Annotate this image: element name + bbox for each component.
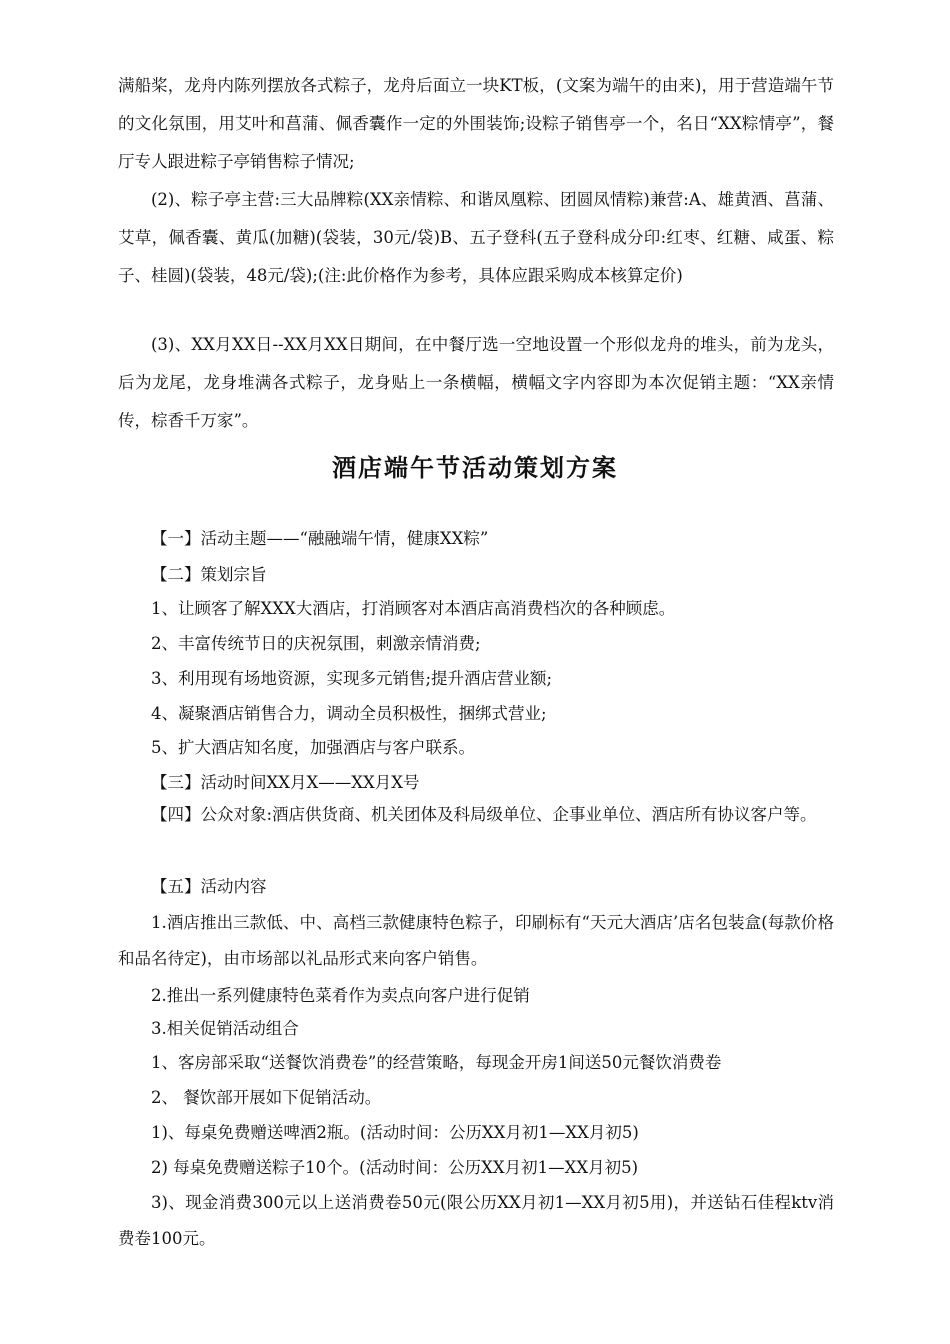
section-theme: 【一】活动主题——“融融端午情，健康XX粽” (151, 529, 489, 548)
content-item-1: 1.酒店推出三款低、中、高档三款健康特色粽子，印刷标有“天元大酒店’店名包装盒(每款价格和品名待定)，由市场部以礼品形式来向客户销售。 (118, 913, 834, 968)
content-item-2: 2.推出一系列健康特色菜肴作为卖点向客户进行促销 (151, 986, 530, 1005)
aim-item: 1、让顾客了解XXX大酒店，打消顾客对本酒店高消费档次的各种顾虑。 (151, 599, 676, 618)
intro-paragraph-2: (2)、粽子亭主营:三大品牌粽(XX亲情粽、和谐凤凰粽、团圆凤情粽)兼营:A、雄黄酒、菖蒲、艾草，佩香囊、黄瓜(加糖)(袋装，30元/袋)B、五子登科(五子登科成分印:红枣、红糖、咸蛋、粽子、桂圆)(袋装，48元/袋);(注:此价格作为参考，具体应跟采购成本核算定价) (118, 190, 834, 285)
promo-dining: 2、 餐饮部开展如下促销活动。 (151, 1088, 382, 1107)
aim-item: 5、扩大酒店知名度，加强酒店与客户联系。 (151, 738, 475, 757)
promo-zongzi: 2) 每桌免费赠送粽子10个。(活动时间：公历XX月初1—XX月初5) (151, 1158, 639, 1177)
aim-item: 4、凝聚酒店销售合力，调动全员积极性，捆绑式营业; (151, 704, 547, 723)
promo-cash: 3)、现金消费300元以上送消费卷50元(限公历XX月初1—XX月初5用)，并送钻石佳程ktv消费卷100元。 (118, 1193, 834, 1248)
intro-paragraph-1: 满船桨，龙舟内陈列摆放各式粽子，龙舟后面立一块KT板，(文案为端午的由来)，用于营造端午节的文化氛围，用艾叶和菖蒲、佩香囊作一定的外围装饰;设粽子销售亭一个，名日“XX粽情亭”，餐厅专人跟进粽子亭销售粽子情况; (118, 76, 834, 171)
aim-item: 3、利用现有场地资源，实现多元销售;提升酒店营业额; (151, 669, 553, 688)
content-item-3: 3.相关促销活动组合 (151, 1019, 299, 1038)
document-title: 酒店端午节活动策划方案 (332, 454, 618, 482)
aim-item: 2、丰富传统节日的庆祝氛围，刺激亲情消费; (151, 634, 481, 653)
promo-beer: 1)、每桌免费赠送啤酒2瓶。(活动时间：公历XX月初1—XX月初5) (151, 1123, 639, 1142)
section-purpose-heading: 【二】策划宗旨 (151, 565, 267, 584)
section-time: 【三】活动时间XX月X——XX月X号 (151, 773, 420, 792)
intro-paragraph-3: (3)、XX月XX日--XX月XX日期间，在中餐厅选一空地设置一个形似龙舟的堆头，前为龙头，后为龙尾，龙身堆满各式粽子，龙身贴上一条横幅，横幅文字内容即为本次促销主题：“XX亲情传，棕香千万家”。 (118, 335, 834, 430)
section-audience: 【四】公众对象:酒店供货商、机关团体及科局级单位、企事业单位、酒店所有协议客户等。 (151, 805, 817, 824)
promo-rooms: 1、客房部采取“送餐饮消费卷”的经营策略，每现金开房1间送50元餐饮消费卷 (151, 1053, 722, 1072)
section-content-heading: 【五】活动内容 (151, 877, 267, 896)
